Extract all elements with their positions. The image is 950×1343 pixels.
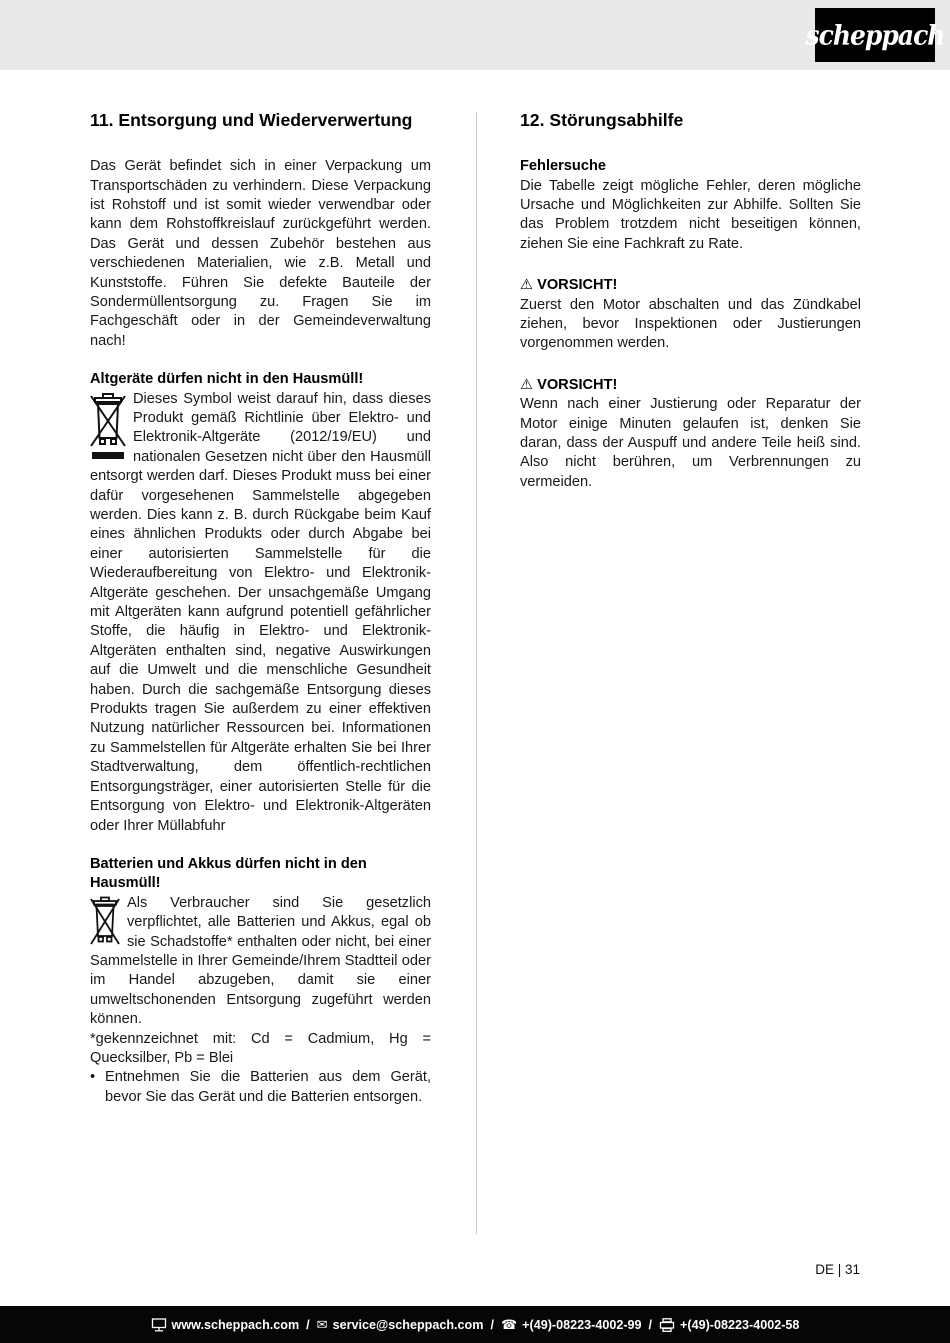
- bullet-icon: •: [90, 1069, 96, 1086]
- phone-icon: ☎: [500, 1317, 518, 1332]
- logo-text: scheppach: [805, 19, 945, 51]
- caution-2-text: Wenn nach einer Justierung oder Reparatur der Motor einige Minuten gelaufen ist, denken Sie daran, dass der Auspuff und andere Teile heiß sind. Also nicht berühren, um Verbrennungen zu vermeiden.: [520, 396, 861, 490]
- section-11-title: 11. Entsorgung und Wiederverwertung: [90, 110, 413, 130]
- weee-paragraph: [90, 390, 431, 836]
- footer-separator: /: [490, 1317, 494, 1332]
- footer-website-text: www.scheppach.com: [171, 1317, 300, 1332]
- fault-finding-text: Die Tabelle zeigt mögliche Fehler, deren mögliche Ursache und Möglichkeiten zur Abhilfe. Sollten Sie das Problem trotzdem nicht beseitigen können, ziehen Sie eine Fachkraft zu Rate.: [520, 177, 861, 252]
- section-12-title: 12. Störungsabhilfe: [520, 110, 684, 130]
- caution-1-label: VORSICHT!: [537, 277, 618, 294]
- footer-phone-text: +(49)-08223-4002-99: [522, 1317, 642, 1332]
- footer-fax: [659, 1318, 799, 1332]
- caution-1-heading: [520, 276, 861, 295]
- scheppach-logo: [805, 8, 945, 62]
- header-band: [0, 0, 950, 70]
- weee-heading: Altgeräte dürfen nicht in den Hausmüll!: [90, 371, 364, 388]
- footer-email: [317, 1318, 484, 1332]
- caution-1-text: Zuerst den Motor abschalten und das Zündkabel ziehen, bevor Inspektionen oder Justierungen vorgenommen werden.: [520, 296, 861, 352]
- page-number: DE | 31: [815, 1262, 860, 1277]
- battery-footnote: *gekennzeichnet mit: Cd = Cadmium, Hg = Quecksilber, Pb = Blei: [90, 1030, 431, 1066]
- caution-2-heading: [520, 376, 861, 395]
- footer-phone: [501, 1318, 642, 1332]
- battery-body-text: Als Verbraucher sind Sie gesetzlich verpflichtet, alle Batterien und Akkus, egal ob sie Schadstoffe* enthalten oder nicht, bei einer Sammelstelle in Ihrer Gemeinde/Ihrem Stadtteil oder im Handel abzugeben, damit sie einer umweltschonenden Entsorgung zugeführt werden können.: [90, 894, 431, 1028]
- caution-2-label: VORSICHT!: [537, 376, 618, 393]
- envelope-icon: ✉: [316, 1317, 328, 1332]
- weee-body-text: Dieses Symbol weist darauf hin, dass dieses Produkt gemäß Richtlinie über Elektro- und Elektronik-Altgeräte (2012/19/EU) und nationalen Gesetzen nicht über den Hausmüll entsorgt werden darf. Dieses Produkt muss bei einer dafür vorgesehenen Sammelstelle abgegeben werden. Dies kann z. B. durch Rückgabe beim Kauf eines ähnlichen Produkts oder durch Abgabe bei einer autorisierten Sammelstelle für die Wiederaufbereitung von Elektro- und Elektronik- Altgeräte geschehen. Der unsachgemäße Umgang mit Altgeräten kann aufgrund potentiell gefährlicher Stoffe, die häufig in Elektro- und Elektronik-Altgeräten enthalten sind, negative Auswirkungen auf die Umwelt und die menschliche Gesundheit haben. Durch die sachgemäße Entsorgung dieses Produkts tragen Sie außerdem zu einer effektiven Nutzung natürlicher Ressourcen bei. Informationen zu Sammelstellen für Altgeräte erhalten Sie bei Ihrer Stadtverwaltung, dem öffentlich-rechtlichen Entsorgungsträger, einer autorisierten Stelle für die Entsorgung von Elektro- und Elektronik-Altgeräten oder Ihrer Müllabfuhr: [90, 390, 431, 834]
- battery-paragraph: [90, 894, 431, 1030]
- disposal-intro-paragraph: Das Gerät befindet sich in einer Verpackung um Transportschäden zu verhindern. Diese Verpackung ist Rohstoff und ist somit wieder verwendbar oder kann dem Rohstoffkreislauf zurückgeführt werden. Das Gerät und dessen Zubehör bestehen aus verschiedenen Materialien, wie z.B. Metall und Kunststoffe. Führen Sie defekte Bauteile der Sondermüllentsorgung zu. Fragen Sie im Fachgeschäft oder in der Gemeindeverwaltung nach!: [90, 158, 431, 349]
- battery-heading: Batterien und Akkus dürfen nicht in den Hausmüll!: [90, 855, 367, 892]
- computer-icon: [151, 1318, 167, 1332]
- column-divider: [476, 112, 477, 1234]
- battery-bullet-item: [90, 1068, 431, 1107]
- warning-icon: ⚠: [520, 277, 534, 294]
- weee-crossed-bin-icon: [90, 392, 126, 464]
- fax-icon: [659, 1318, 675, 1332]
- footer-contact-bar: [0, 1306, 950, 1343]
- footer-email-text: service@scheppach.com: [332, 1317, 484, 1332]
- section-troubleshooting: [520, 110, 861, 492]
- footer-separator: /: [648, 1317, 653, 1332]
- warning-icon: ⚠: [520, 376, 534, 393]
- footer-fax-text: +(49)-08223-4002-58: [680, 1317, 800, 1332]
- footer-website: [151, 1318, 300, 1332]
- battery-bullet-text: Entnehmen Sie die Batterien aus dem Gerät, bevor Sie das Gerät und die Batterien entsorgen.: [105, 1069, 431, 1105]
- battery-crossed-bin-icon: [90, 896, 120, 952]
- footer-separator: /: [306, 1317, 310, 1332]
- section-disposal: [90, 110, 431, 1107]
- fault-finding-heading: Fehlersuche: [520, 158, 606, 175]
